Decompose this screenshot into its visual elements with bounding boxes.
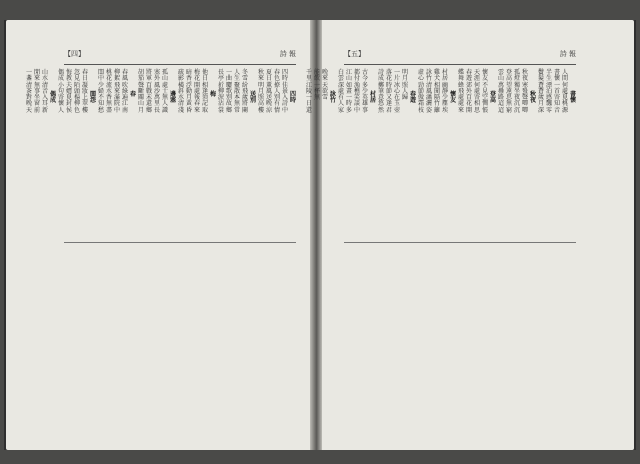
poem-line: 秋 來 明 月 照 高 樓 bbox=[258, 69, 265, 114]
poem-line: 夏 日 薰 風 送 晚 涼 bbox=[266, 69, 273, 114]
poem-line: 一 片 冰 心 在 玉 壺 bbox=[394, 69, 401, 114]
poem-line: 四 時 佳 景 入 詩 中 bbox=[282, 69, 289, 114]
poem-title: 四 時 bbox=[290, 91, 297, 105]
right-page-running-title: 詩 報 bbox=[559, 50, 576, 58]
poem-line: 蝶 舞 蜂 飛 處 處 來 bbox=[458, 69, 465, 114]
poem-line: 長 亭 折 柳 淚 沾 裳 bbox=[218, 69, 225, 114]
poem-line: 春 遊 郊 外 百 花 開 bbox=[466, 69, 473, 114]
poem-line: 晚 來 天 欲 雪 bbox=[322, 69, 329, 102]
poem-line: 偶 成 小 句 寄 懷 人 bbox=[58, 69, 65, 114]
poem-line: 詠 竹 清 風 瀟 灑 姿 bbox=[426, 69, 433, 114]
right-text-columns bbox=[306, 69, 577, 430]
poem-line: 疏 影 橫 斜 水 清 淺 bbox=[178, 69, 185, 114]
poem-line: 山 水 清 音 入 耳 新 bbox=[42, 69, 49, 114]
poem-title: 偶 成 bbox=[50, 91, 57, 105]
open-book-spread bbox=[4, 20, 636, 450]
left-page bbox=[6, 20, 313, 450]
poem-line: 春 日 凝 妝 上 翠 樓 bbox=[82, 69, 89, 114]
poem-line: 梅 花 開 處 報 春 來 bbox=[194, 69, 201, 114]
poem-line: 孤 山 處 士 無 人 識 bbox=[162, 69, 169, 114]
poem-line: 雲 山 萬 疊 路 迢 迢 bbox=[498, 69, 505, 114]
poem-line: 明 月 照 人 歸 bbox=[402, 69, 409, 102]
poem-title: 村 居 bbox=[370, 91, 377, 105]
poem-title: 春 bbox=[130, 91, 137, 98]
poem-line: 古 今 多 少 英 雄 事 bbox=[362, 69, 369, 114]
poem-line: 春 色 撩 人 別 有 情 bbox=[274, 69, 281, 114]
poem-line: 將 軍 百 戰 未 還 鄉 bbox=[146, 69, 153, 114]
poem-line: 人 生 聚 散 本 無 常 bbox=[234, 69, 241, 114]
poem-title: 閨 怨 bbox=[90, 91, 97, 105]
poem-line: 塞 外 風 沙 萬 里 長 bbox=[154, 69, 161, 114]
right-page bbox=[306, 20, 634, 450]
poem-line: 落 花 時 節 又 逢 君 bbox=[386, 69, 393, 114]
poem-line: 悔 教 夫 婿 覓 封 侯 bbox=[66, 69, 73, 114]
right-page-number: 【五】 bbox=[344, 50, 365, 58]
poem-title: 送 別 bbox=[250, 91, 257, 105]
poem-line: 白 雲 深 處 有 人 家 bbox=[338, 69, 345, 114]
poem-line: 雞 犬 相 聞 隔 竹 籬 bbox=[434, 69, 441, 114]
left-page-header bbox=[64, 48, 296, 60]
poem-line: 都 付 漁 樵 笑 談 中 bbox=[354, 69, 361, 114]
poem-line: 暗 香 浮 動 月 黃 昏 bbox=[186, 69, 193, 114]
poem-line: 詩 成 擲 筆 意 悠 然 bbox=[378, 69, 385, 114]
poem-line: 閒 來 無 事 坐 窗 前 bbox=[34, 69, 41, 114]
poem-title: 登 高 bbox=[490, 91, 497, 105]
poem-line: 孤 燈 獨 坐 夜 沉 沉 bbox=[514, 69, 521, 114]
left-header-rule bbox=[64, 64, 296, 65]
poem-line: 千 里 江 陵 一 日 還 bbox=[306, 69, 313, 114]
poem-line: 江 山 如 畫 一 時 多 bbox=[346, 69, 353, 114]
poem-title: 邊 塞 bbox=[170, 91, 177, 105]
poem-line: 冬 雪 紛 飛 歲 將 闌 bbox=[242, 69, 249, 114]
poem-title: 梅 bbox=[210, 91, 217, 98]
poem-line: 人 間 何 處 覓 桃 源 bbox=[562, 69, 569, 114]
poem-title: 書 懷 bbox=[570, 91, 577, 105]
left-page-text bbox=[26, 69, 297, 430]
poem-line: 柳 絮 飛 來 滿 院 中 bbox=[114, 69, 121, 114]
poem-line: 懷 友 不 見 空 惆 悵 bbox=[482, 69, 489, 114]
left-section-divider bbox=[64, 242, 296, 243]
poem-line: 閨 中 少 婦 不 知 愁 bbox=[98, 69, 105, 114]
poem-line: 秋 夜 寒 蛩 聲 唧 唧 bbox=[522, 69, 529, 114]
left-page-running-title: 詩 報 bbox=[279, 50, 296, 58]
poem-line: 登 高 望 遠 思 無 窮 bbox=[506, 69, 513, 114]
right-page-header bbox=[344, 48, 576, 60]
poem-line: 他 日 相 逢 須 記 取 bbox=[202, 69, 209, 114]
poem-title: 詠 竹 bbox=[330, 91, 337, 105]
poem-line: 一 曲 驪 歌 別 故 鄉 bbox=[226, 69, 233, 114]
left-page-number: 【四】 bbox=[64, 50, 85, 58]
poem-line: 胡 笳 聲 斷 關 山 月 bbox=[138, 69, 145, 114]
poem-line: 桃 花 流 水 香 無 盡 bbox=[106, 69, 113, 114]
poem-title: 懷 友 bbox=[450, 91, 457, 105]
poem-title: 秋 夜 bbox=[530, 91, 537, 105]
poem-line: 虛 心 勁 節 傲 霜 枝 bbox=[418, 69, 425, 114]
poem-line: 忽 見 陌 頭 楊 柳 色 bbox=[74, 69, 81, 114]
poem-line: 天 涯 何 處 寄 相 思 bbox=[474, 69, 481, 114]
right-page-text bbox=[306, 69, 577, 430]
poem-line: 春 風 吹 綠 遍 江 南 bbox=[122, 69, 129, 114]
poem-line: 村 居 幽 靜 少 塵 埃 bbox=[442, 69, 449, 114]
poem-line: 半 生 漂 泊 感 飄 零 bbox=[546, 69, 553, 114]
poem-line: 書 懷 一 首 寄 知 音 bbox=[554, 69, 561, 114]
poem-title: 春 遊 bbox=[410, 91, 417, 105]
poem-line: 能 飲 一 杯 無 bbox=[314, 69, 321, 102]
right-section-divider bbox=[344, 242, 576, 243]
poem-line: 鬢 髮 蒼 蒼 歲 月 深 bbox=[538, 69, 545, 114]
left-text-columns bbox=[26, 69, 297, 430]
right-header-rule bbox=[344, 64, 576, 65]
poem-line: 一 盞 清 茶 對 晚 天 bbox=[26, 69, 33, 114]
